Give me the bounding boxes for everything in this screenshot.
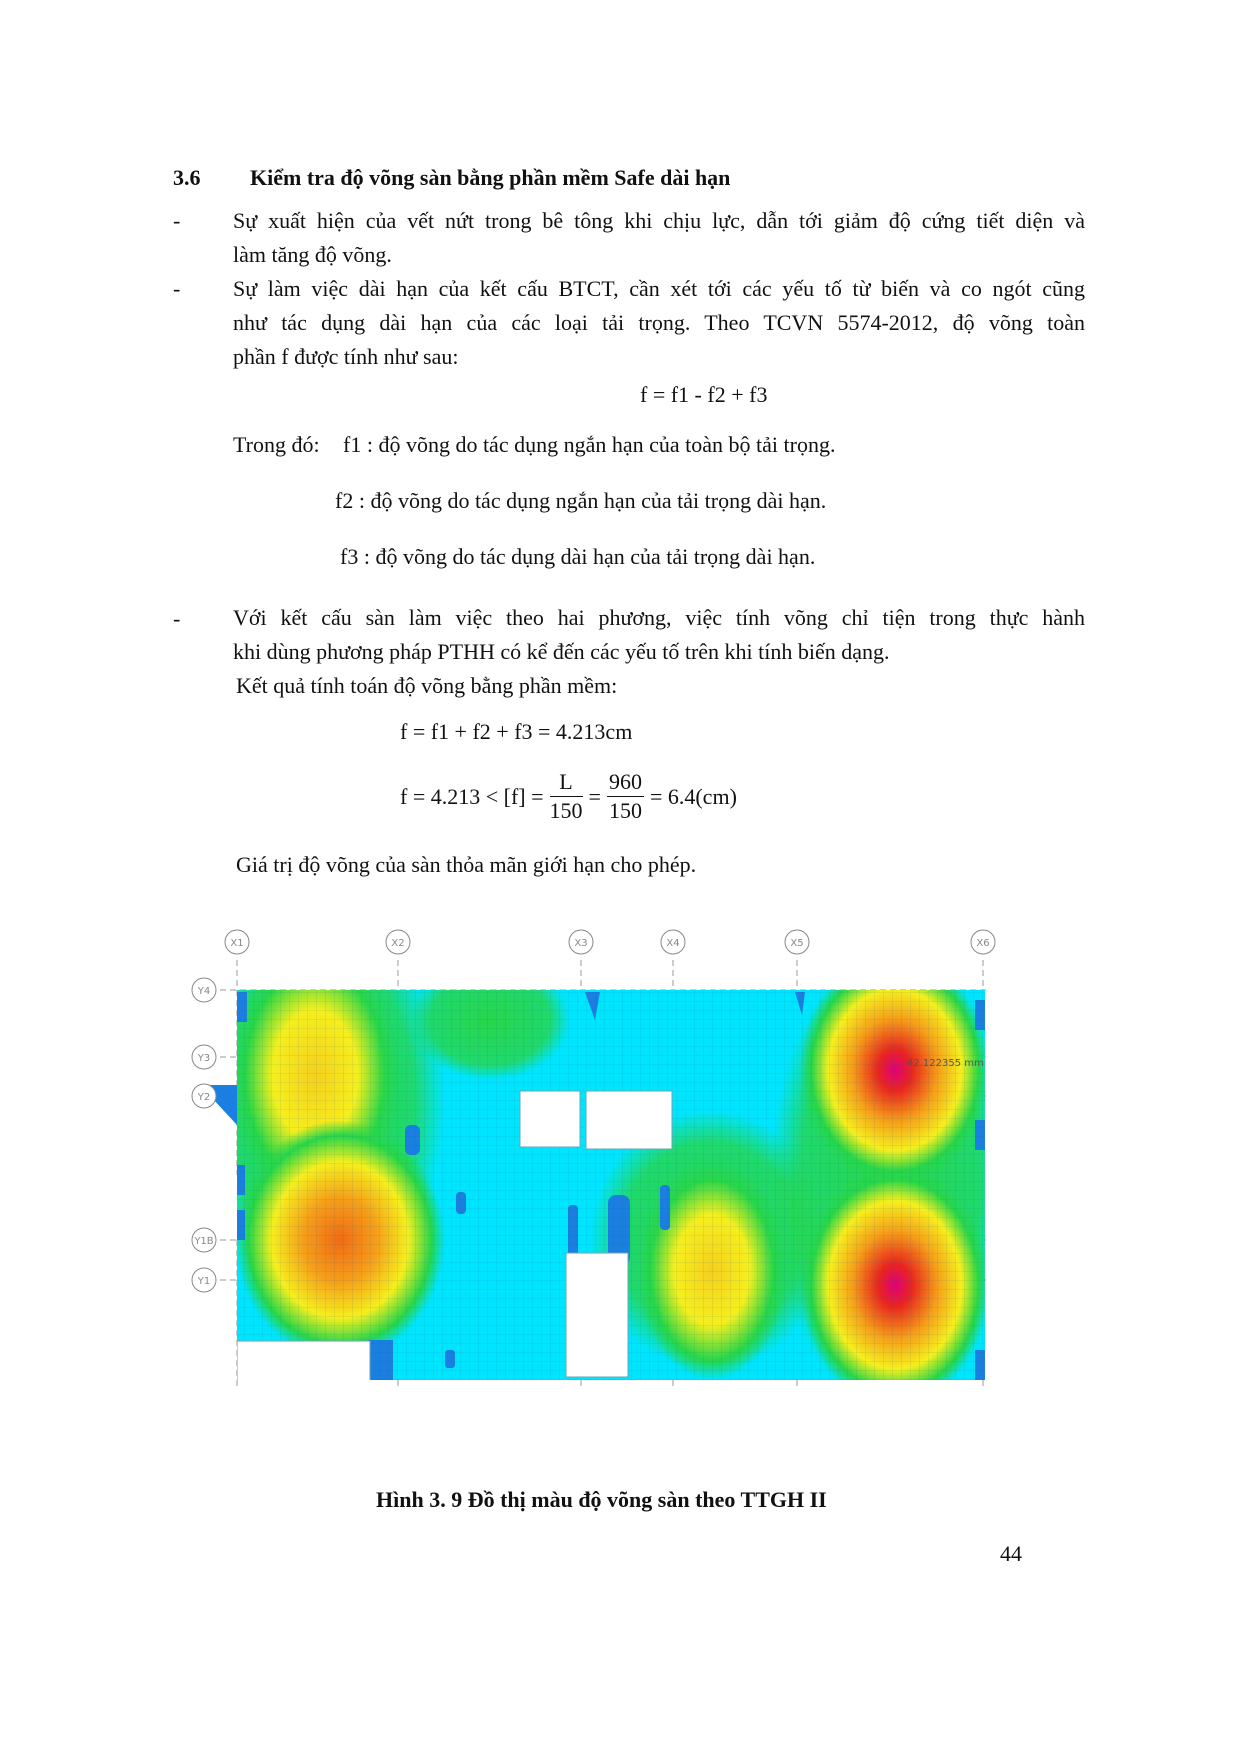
fraction-denominator: 150 [549, 798, 583, 823]
bullet-marker: - [173, 208, 181, 233]
bullet-marker: - [173, 606, 181, 631]
bullet-2-line-1: Sự làm việc dài hạn của kết cấu BTCT, cần xét tới các yếu tố từ biến và co ngót cũng [233, 276, 1085, 301]
grid-label-y4: Y4 [197, 986, 211, 997]
definitions-intro: Trong đó: [233, 432, 320, 457]
grid-label-x1: X1 [230, 938, 244, 949]
fraction-960-150 [607, 768, 644, 825]
formula-check [400, 768, 737, 825]
contour-map [195, 920, 1010, 1410]
formula-deflection-total: f = f1 - f2 + f3 [640, 382, 768, 407]
bullet-3-line-1: Với kết cấu sàn làm việc theo hai phương, việc tính võng chỉ tiện trong thực hành [233, 605, 1085, 630]
bullet-3-line-2: khi dùng phương pháp PTHH có kể đến các yếu tố trên khi tính biến dạng. [233, 639, 890, 664]
section-title: Kiểm tra độ võng sàn bằng phần mềm Safe dài hạn [250, 165, 731, 190]
grid-label-x3: X3 [574, 938, 588, 949]
formula-check-left: f = 4.213 < [f] = [400, 783, 544, 809]
definition-f1: f1 : độ võng do tác dụng ngắn hạn của toàn bộ tải trọng. [343, 432, 836, 457]
fraction-numerator: 960 [607, 768, 644, 797]
fraction-denominator: 150 [608, 798, 642, 823]
deflection-contour-figure [190, 920, 1120, 1440]
bullet-marker: - [173, 276, 181, 301]
figure-caption: Hình 3. 9 Đồ thị màu độ võng sàn theo TTGH II [376, 1487, 827, 1512]
grid-bubbles-y [192, 978, 216, 1292]
definition-f3: f3 : độ võng do tác dụng dài hạn của tải trọng dài hạn. [340, 544, 816, 569]
max-deflection-label: 42.122355 mm [907, 1058, 984, 1069]
formula-result: f = f1 + f2 + f3 = 4.213cm [400, 719, 633, 744]
bullet-1-line-2: làm tăng độ võng. [233, 242, 392, 267]
results-intro: Kết quả tính toán độ võng bằng phần mềm: [236, 673, 618, 698]
grid-label-x6: X6 [976, 938, 990, 949]
bullet-2-line-2: như tác dụng dài hạn của các loại tải trọng. Theo TCVN 5574-2012, độ võng toàn [233, 310, 1085, 335]
grid-label-y1b: Y1B [194, 1236, 214, 1247]
conclusion: Giá trị độ võng của sàn thỏa mãn giới hạn cho phép. [236, 852, 697, 877]
grid-label-x4: X4 [666, 938, 680, 949]
equals-sign: = [588, 783, 601, 809]
grid-label-y1: Y1 [197, 1276, 211, 1287]
grid-label-x2: X2 [391, 938, 405, 949]
formula-check-right: = 6.4(cm) [649, 783, 737, 809]
definition-f2: f2 : độ võng do tác dụng ngắn hạn của tải trọng dài hạn. [335, 488, 827, 513]
grid-label-x5: X5 [790, 938, 804, 949]
bullet-2-line-3: phần f được tính như sau: [233, 344, 459, 369]
bullet-1-line-1: Sự xuất hiện của vết nứt trong bê tông khi chịu lực, dẫn tới giảm độ cứng tiết diện và [233, 208, 1085, 233]
section-number: 3.6 [173, 165, 201, 190]
grid-label-y2: Y2 [197, 1092, 211, 1103]
fraction-l-150 [550, 768, 583, 825]
page-number: 44 [1000, 1541, 1022, 1566]
grid-bubbles-x [225, 930, 995, 954]
grid-label-y3: Y3 [197, 1053, 211, 1064]
fraction-numerator: L [550, 768, 583, 797]
